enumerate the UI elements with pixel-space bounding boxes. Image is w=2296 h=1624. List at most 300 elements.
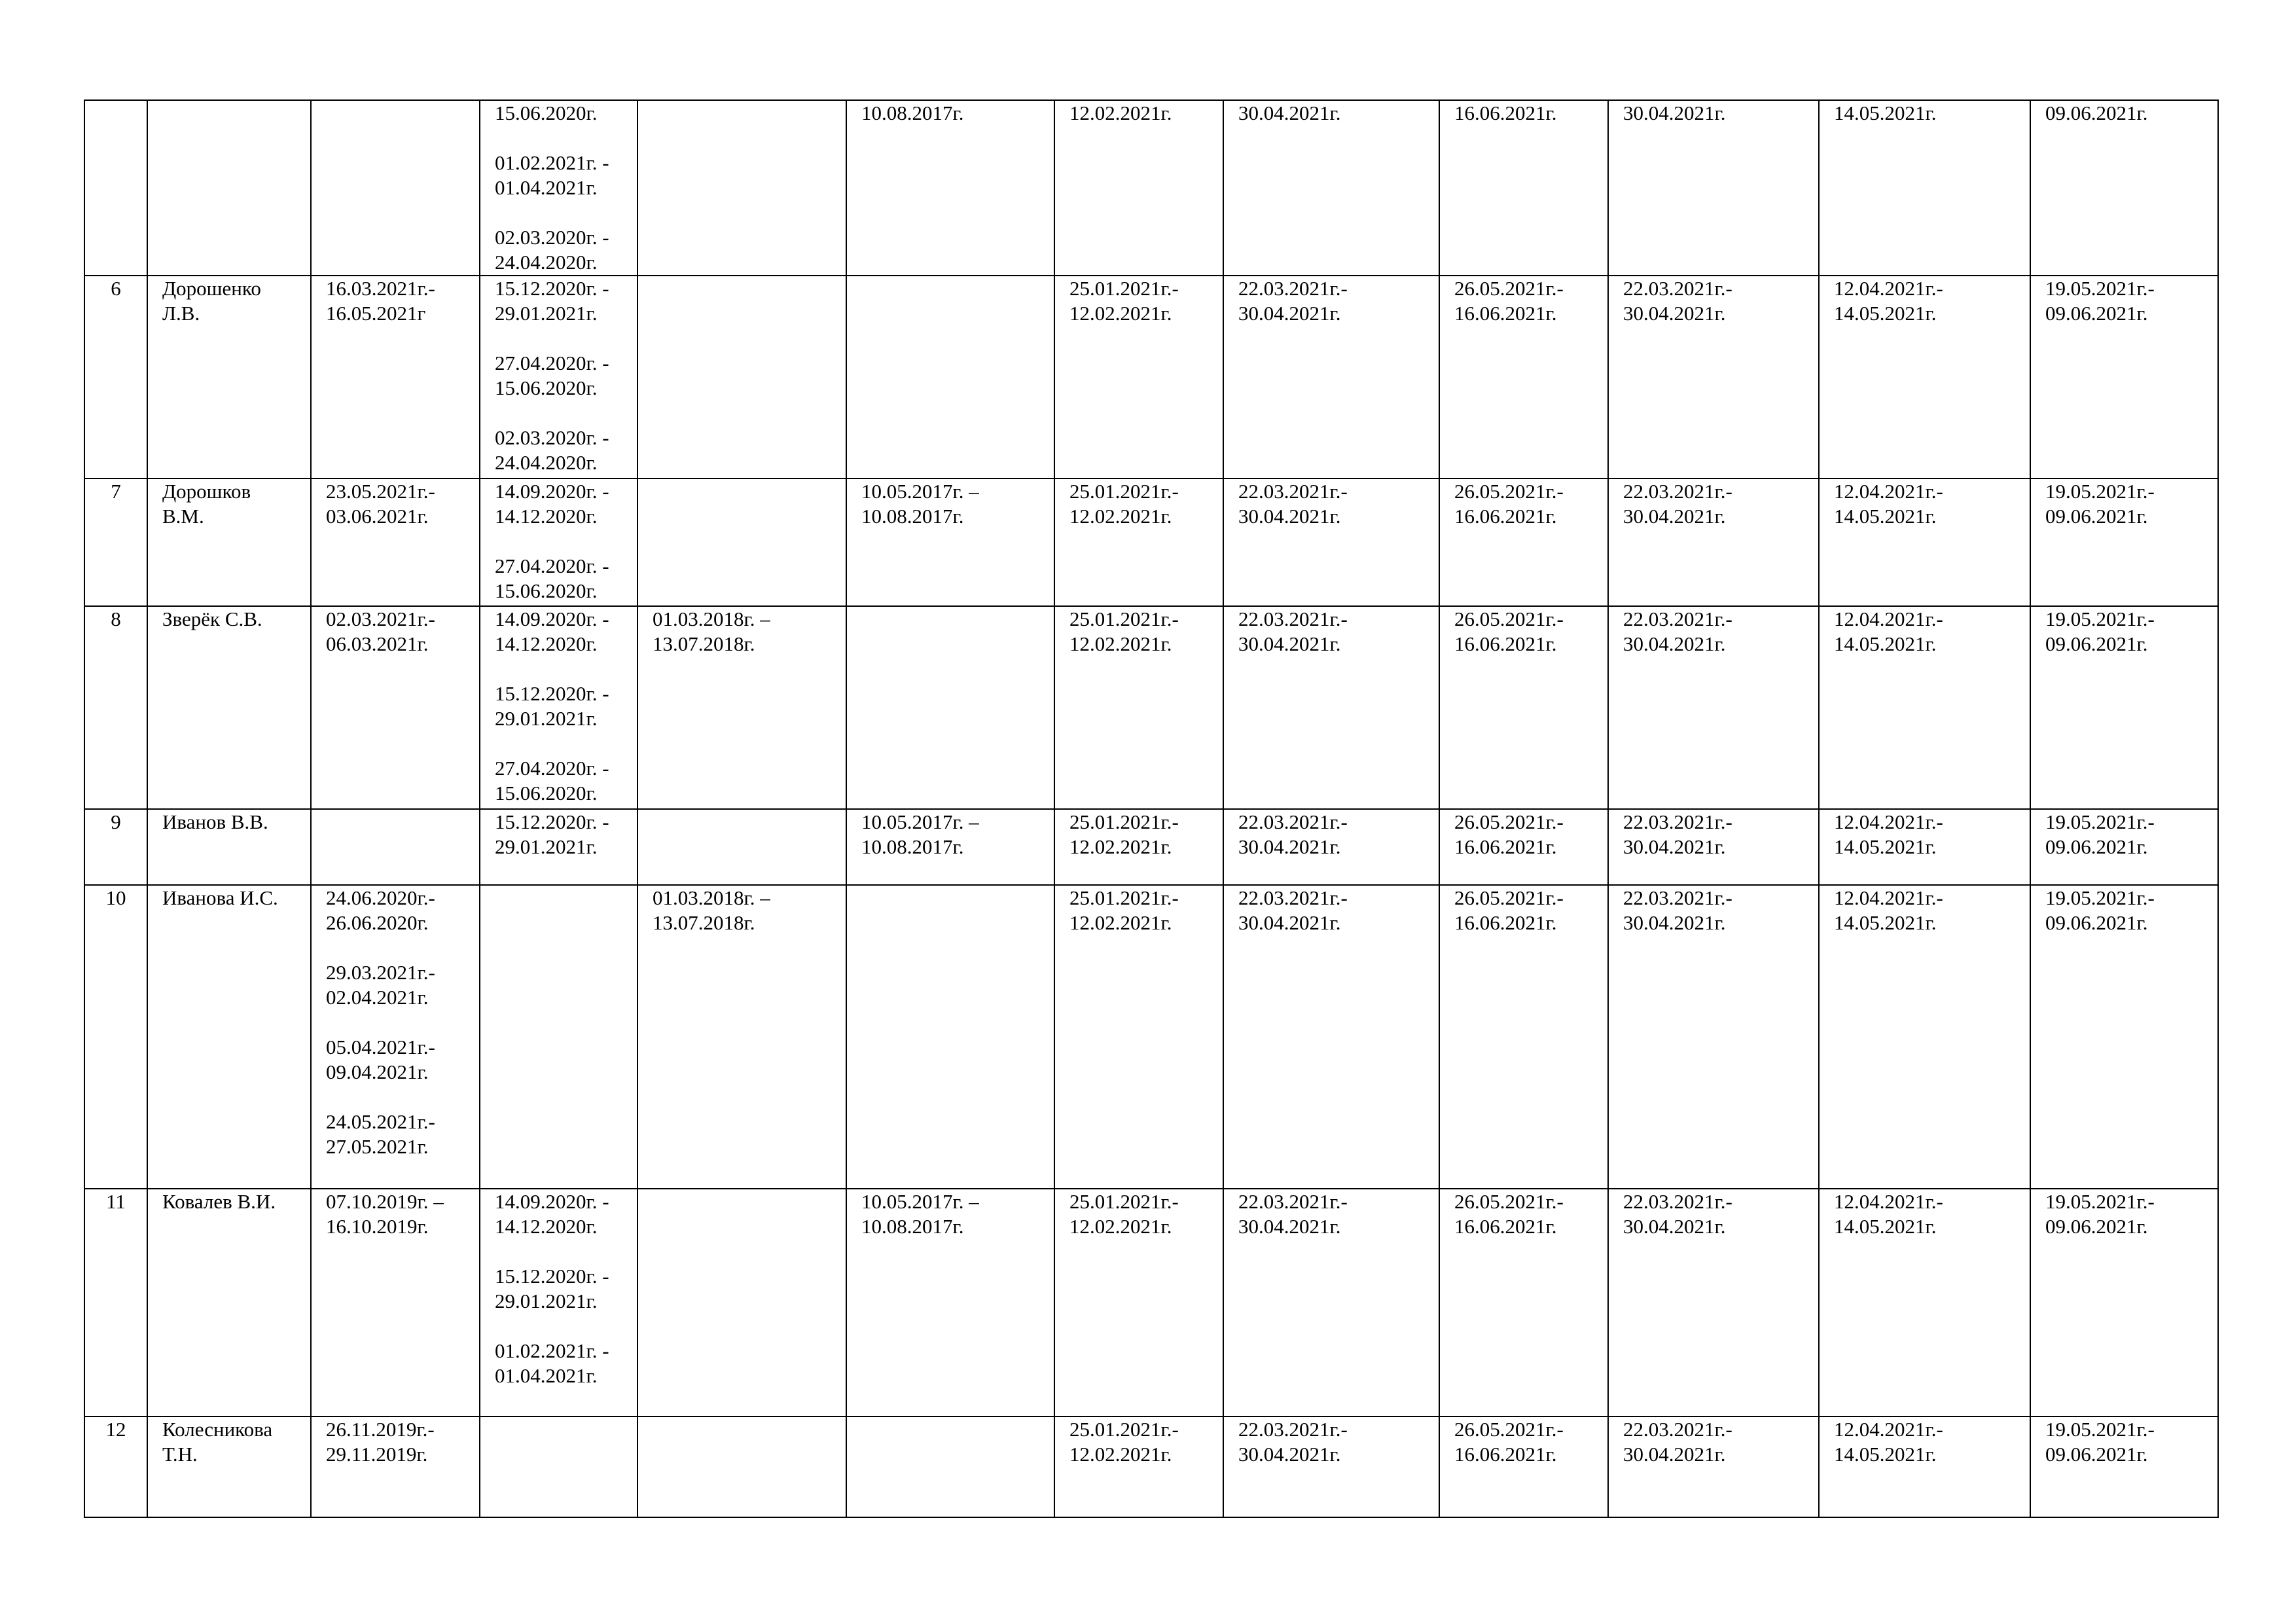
date-text: 14.12.2020г. <box>495 505 598 528</box>
date-range <box>495 276 622 326</box>
date-text: 16.06.2021г. <box>1454 302 1557 325</box>
table-row <box>84 809 2218 885</box>
date-text: 15.12.2020г. - <box>495 1265 609 1288</box>
period-cell-c6 <box>1054 1189 1223 1416</box>
period-cell-c6 <box>1054 885 1223 1189</box>
employee-name-line: Зверёк С.В. <box>162 607 262 630</box>
period-cell-c2 <box>311 606 480 809</box>
date-range <box>495 479 622 529</box>
date-range <box>861 101 1039 126</box>
period-cell-c5 <box>846 606 1054 809</box>
date-text: 25.01.2021г.- <box>1069 607 1179 630</box>
date-range <box>1238 886 1424 935</box>
date-text: 19.05.2021г.- <box>2045 1418 2155 1441</box>
date-range <box>1623 886 1804 935</box>
period-cell-c5 <box>846 1416 1054 1517</box>
date-text: 30.04.2021г. <box>1623 101 1726 124</box>
period-cell-c3 <box>480 478 637 606</box>
date-text: 25.01.2021г.- <box>1069 810 1179 833</box>
period-cell-c7 <box>1223 276 1439 478</box>
date-text: 16.06.2021г. <box>1454 911 1557 934</box>
date-text: 15.06.2020г. <box>495 376 598 399</box>
date-text: 26.05.2021г.- <box>1454 607 1564 630</box>
employee-name-line: Дорошков <box>162 480 251 503</box>
date-range <box>1834 479 2015 529</box>
period-cell-c10 <box>1819 276 2030 478</box>
period-cell-c11 <box>2030 478 2218 606</box>
employee-name-line: В.М. <box>162 505 204 528</box>
date-range <box>1623 479 1804 529</box>
period-cell-c2 <box>311 885 480 1189</box>
date-range <box>1238 101 1424 126</box>
date-range <box>1834 886 2015 935</box>
period-cell-c8 <box>1439 885 1608 1189</box>
date-text: 27.04.2020г. - <box>495 554 609 577</box>
date-text: 14.09.2020г. - <box>495 1190 609 1213</box>
date-text: 25.01.2021г.- <box>1069 277 1179 300</box>
table-row <box>84 276 2218 478</box>
date-range <box>1623 276 1804 326</box>
date-text: 22.03.2021г.- <box>1623 886 1732 909</box>
period-cell-c2 <box>311 809 480 885</box>
period-cell-c3 <box>480 885 637 1189</box>
date-range <box>1834 810 2015 859</box>
date-text: 01.02.2021г. - <box>495 151 609 174</box>
period-cell-c10 <box>1819 809 2030 885</box>
date-text: 06.03.2021г. <box>326 632 429 655</box>
date-text: 30.04.2021г. <box>1238 101 1341 124</box>
period-cell-c11 <box>2030 100 2218 276</box>
period-cell-c2 <box>311 1416 480 1517</box>
row-number-cell <box>84 100 147 276</box>
date-text: 12.02.2021г. <box>1069 1215 1172 1238</box>
date-text: 12.02.2021г. <box>1069 101 1172 124</box>
period-cell-c7 <box>1223 1416 1439 1517</box>
date-text: 24.04.2020г. <box>495 451 598 474</box>
date-range <box>326 1110 465 1159</box>
date-range <box>495 1339 622 1388</box>
period-cell-c9 <box>1608 809 1819 885</box>
date-text: 30.04.2021г. <box>1238 835 1341 858</box>
period-cell-c5 <box>846 276 1054 478</box>
date-range <box>495 607 622 657</box>
period-cell-c5 <box>846 478 1054 606</box>
period-cell-c11 <box>2030 606 2218 809</box>
date-range <box>495 351 622 401</box>
table-row <box>84 100 2218 276</box>
date-range <box>1069 1189 1208 1239</box>
date-range <box>2045 607 2203 657</box>
date-range <box>495 425 622 475</box>
period-cell-c4 <box>637 885 846 1189</box>
date-text: 13.07.2018г. <box>653 632 755 655</box>
date-text: 09.06.2021г. <box>2045 1443 2148 1466</box>
date-text: 22.03.2021г.- <box>1238 810 1348 833</box>
date-range <box>861 810 1039 859</box>
row-number-cell <box>84 606 147 809</box>
date-range <box>1069 276 1208 326</box>
date-range <box>1454 1189 1593 1239</box>
employee-name-line: Т.Н. <box>162 1443 198 1466</box>
date-range <box>1238 810 1424 859</box>
date-text: 14.05.2021г. <box>1834 505 1937 528</box>
employee-name-cell <box>147 478 311 606</box>
employee-name-line: Иванова И.С. <box>162 886 278 909</box>
period-cell-c3 <box>480 100 637 276</box>
employee-name-cell <box>147 1189 311 1416</box>
date-text: 26.05.2021г.- <box>1454 810 1564 833</box>
date-range <box>326 607 465 657</box>
date-text: 22.03.2021г.- <box>1623 810 1732 833</box>
period-cell-c9 <box>1608 276 1819 478</box>
date-range <box>326 1035 465 1085</box>
date-text: 10.08.2017г. <box>861 835 964 858</box>
date-text: 10.08.2017г. <box>861 505 964 528</box>
date-text: 26.05.2021г.- <box>1454 886 1564 909</box>
date-text: 09.06.2021г. <box>2045 835 2148 858</box>
date-range <box>2045 479 2203 529</box>
table-row <box>84 1416 2218 1517</box>
date-range <box>1454 101 1593 126</box>
date-text: 16.03.2021г.- <box>326 277 435 300</box>
period-cell-c3 <box>480 809 637 885</box>
period-cell-c8 <box>1439 1189 1608 1416</box>
date-range <box>1454 607 1593 657</box>
date-text: 22.03.2021г.- <box>1623 480 1732 503</box>
period-cell-c7 <box>1223 478 1439 606</box>
period-cell-c10 <box>1819 1416 2030 1517</box>
date-text: 01.04.2021г. <box>495 176 598 199</box>
date-range <box>495 225 622 275</box>
date-text: 29.11.2019г. <box>326 1443 428 1466</box>
date-range <box>495 554 622 604</box>
date-text: 30.04.2021г. <box>1238 302 1341 325</box>
period-cell-c3 <box>480 606 637 809</box>
period-cell-c4 <box>637 100 846 276</box>
period-cell-c3 <box>480 1189 637 1416</box>
row-number: 7 <box>111 480 121 503</box>
date-text: 23.05.2021г.- <box>326 480 435 503</box>
date-range <box>2045 886 2203 935</box>
date-text: 30.04.2021г. <box>1238 505 1341 528</box>
row-number-cell <box>84 478 147 606</box>
period-cell-c11 <box>2030 1189 2218 1416</box>
date-text: 29.01.2021г. <box>495 302 598 325</box>
date-range <box>1623 607 1804 657</box>
date-text: 22.03.2021г.- <box>1623 277 1732 300</box>
period-cell-c7 <box>1223 809 1439 885</box>
row-number: 8 <box>111 607 121 630</box>
period-cell-c9 <box>1608 100 1819 276</box>
date-text: 26.05.2021г.- <box>1454 1190 1564 1213</box>
date-text: 19.05.2021г.- <box>2045 607 2155 630</box>
date-text: 14.12.2020г. <box>495 632 598 655</box>
date-range <box>495 681 622 731</box>
date-text: 22.03.2021г.- <box>1623 607 1732 630</box>
date-range <box>1834 101 2015 126</box>
table-row <box>84 606 2218 809</box>
date-text: 30.04.2021г. <box>1238 632 1341 655</box>
date-text: 14.05.2021г. <box>1834 911 1937 934</box>
date-text: 12.04.2021г.- <box>1834 886 1943 909</box>
date-range <box>2045 1417 2203 1467</box>
date-range <box>861 479 1039 529</box>
period-cell-c4 <box>637 1416 846 1517</box>
date-range <box>326 886 465 935</box>
date-text: 09.04.2021г. <box>326 1060 429 1083</box>
date-range <box>1238 276 1424 326</box>
period-cell-c10 <box>1819 885 2030 1189</box>
date-text: 29.01.2021г. <box>495 707 598 730</box>
date-text: 12.02.2021г. <box>1069 835 1172 858</box>
date-range <box>326 960 465 1010</box>
date-text: 30.04.2021г. <box>1623 302 1726 325</box>
date-range <box>1454 479 1593 529</box>
date-text: 30.04.2021г. <box>1623 911 1726 934</box>
date-range <box>1069 810 1208 859</box>
date-range <box>1069 479 1208 529</box>
table-body <box>84 100 2218 1517</box>
date-text: 09.06.2021г. <box>2045 101 2148 124</box>
date-text: 30.04.2021г. <box>1623 632 1726 655</box>
date-range <box>1454 276 1593 326</box>
period-cell-c10 <box>1819 478 2030 606</box>
date-text: 22.03.2021г.- <box>1238 1190 1348 1213</box>
date-text: 09.06.2021г. <box>2045 302 2148 325</box>
date-text: 29.03.2021г.- <box>326 961 435 984</box>
period-cell-c5 <box>846 809 1054 885</box>
row-number-cell <box>84 1416 147 1517</box>
date-text: 27.04.2020г. - <box>495 757 609 780</box>
date-text: 14.05.2021г. <box>1834 632 1937 655</box>
employee-name-line: Ковалев В.И. <box>162 1190 276 1213</box>
period-cell-c7 <box>1223 100 1439 276</box>
date-text: 22.03.2021г.- <box>1238 886 1348 909</box>
period-cell-c9 <box>1608 885 1819 1189</box>
date-text: 12.04.2021г.- <box>1834 1418 1943 1441</box>
date-text: 30.04.2021г. <box>1238 911 1341 934</box>
date-text: 26.06.2020г. <box>326 911 429 934</box>
date-range <box>495 756 622 806</box>
date-text: 16.10.2019г. <box>326 1215 429 1238</box>
date-range <box>495 151 622 200</box>
period-cell-c11 <box>2030 809 2218 885</box>
row-number: 11 <box>106 1190 126 1213</box>
date-text: 09.06.2021г. <box>2045 1215 2148 1238</box>
date-text: 27.05.2021г. <box>326 1135 429 1158</box>
date-range <box>326 479 465 529</box>
date-text: 22.03.2021г.- <box>1238 480 1348 503</box>
period-cell-c8 <box>1439 478 1608 606</box>
date-text: 14.05.2021г. <box>1834 302 1937 325</box>
date-text: 14.09.2020г. - <box>495 607 609 630</box>
date-text: 02.04.2021г. <box>326 986 429 1009</box>
employee-name-cell <box>147 885 311 1189</box>
period-cell-c8 <box>1439 809 1608 885</box>
date-text: 19.05.2021г.- <box>2045 886 2155 909</box>
date-text: 10.05.2017г. – <box>861 1190 979 1213</box>
period-cell-c4 <box>637 809 846 885</box>
period-cell-c8 <box>1439 100 1608 276</box>
date-text: 22.03.2021г.- <box>1238 277 1348 300</box>
period-cell-c9 <box>1608 1416 1819 1517</box>
date-text: 19.05.2021г.- <box>2045 810 2155 833</box>
period-cell-c5 <box>846 1189 1054 1416</box>
date-text: 14.05.2021г. <box>1834 1215 1937 1238</box>
date-range <box>1623 810 1804 859</box>
date-text: 13.07.2018г. <box>653 911 755 934</box>
date-text: 19.05.2021г.- <box>2045 480 2155 503</box>
date-text: 15.06.2020г. <box>495 579 598 602</box>
date-range <box>1623 1189 1804 1239</box>
period-cell-c10 <box>1819 1189 2030 1416</box>
date-text: 10.08.2017г. <box>861 1215 964 1238</box>
date-text: 09.06.2021г. <box>2045 632 2148 655</box>
date-text: 05.04.2021г.- <box>326 1036 435 1058</box>
date-text: 12.02.2021г. <box>1069 911 1172 934</box>
training-schedule-table <box>84 99 2219 1518</box>
date-range <box>1834 1189 2015 1239</box>
date-text: 10.05.2017г. – <box>861 480 979 503</box>
date-text: 16.06.2021г. <box>1454 632 1557 655</box>
date-range <box>1454 810 1593 859</box>
date-text: 27.04.2020г. - <box>495 352 609 374</box>
date-range <box>2045 1189 2203 1239</box>
period-cell-c10 <box>1819 100 2030 276</box>
period-cell-c7 <box>1223 885 1439 1189</box>
employee-name-line: Дорошенко <box>162 277 261 300</box>
date-text: 01.02.2021г. - <box>495 1339 609 1362</box>
date-text: 02.03.2020г. - <box>495 426 609 449</box>
date-range <box>861 1189 1039 1239</box>
date-range <box>1454 886 1593 935</box>
date-range <box>1238 607 1424 657</box>
row-number-cell <box>84 885 147 1189</box>
date-text: 12.04.2021г.- <box>1834 277 1943 300</box>
employee-name-cell <box>147 606 311 809</box>
employee-name-line: Колесникова <box>162 1418 273 1441</box>
date-range <box>326 1417 465 1467</box>
period-cell-c8 <box>1439 606 1608 809</box>
date-text: 09.06.2021г. <box>2045 911 2148 934</box>
date-text: 15.06.2020г. <box>495 101 598 124</box>
date-range <box>1623 1417 1804 1467</box>
date-text: 30.04.2021г. <box>1623 1443 1726 1466</box>
period-cell-c4 <box>637 478 846 606</box>
date-text: 10.08.2017г. <box>861 101 964 124</box>
date-text: 15.12.2020г. - <box>495 277 609 300</box>
date-text: 25.01.2021г.- <box>1069 1418 1179 1441</box>
date-text: 25.01.2021г.- <box>1069 480 1179 503</box>
row-number: 12 <box>105 1418 126 1441</box>
date-text: 01.04.2021г. <box>495 1364 598 1387</box>
date-range <box>653 607 831 657</box>
period-cell-c11 <box>2030 1416 2218 1517</box>
date-text: 29.01.2021г. <box>495 835 598 858</box>
table-row <box>84 478 2218 606</box>
period-cell-c2 <box>311 478 480 606</box>
date-range <box>326 1189 465 1239</box>
date-range <box>2045 810 2203 859</box>
table-row <box>84 885 2218 1189</box>
date-text: 29.01.2021г. <box>495 1290 598 1312</box>
date-text: 01.03.2018г. – <box>653 886 770 909</box>
date-text: 01.03.2018г. – <box>653 607 770 630</box>
period-cell-c10 <box>1819 606 2030 809</box>
date-range <box>495 810 622 859</box>
date-text: 10.05.2017г. – <box>861 810 979 833</box>
table-row <box>84 1189 2218 1416</box>
row-number-cell <box>84 809 147 885</box>
period-cell-c8 <box>1439 1416 1608 1517</box>
row-number: 9 <box>111 810 121 833</box>
date-text: 12.04.2021г.- <box>1834 810 1943 833</box>
period-cell-c6 <box>1054 276 1223 478</box>
date-text: 30.04.2021г. <box>1238 1443 1341 1466</box>
date-range <box>2045 276 2203 326</box>
date-text: 12.02.2021г. <box>1069 302 1172 325</box>
date-text: 19.05.2021г.- <box>2045 1190 2155 1213</box>
employee-name-line: Л.В. <box>162 302 200 325</box>
date-text: 14.05.2021г. <box>1834 101 1937 124</box>
date-text: 16.06.2021г. <box>1454 1443 1557 1466</box>
date-range <box>1454 1417 1593 1467</box>
date-text: 22.03.2021г.- <box>1238 1418 1348 1441</box>
period-cell-c6 <box>1054 1416 1223 1517</box>
period-cell-c8 <box>1439 276 1608 478</box>
date-text: 22.03.2021г.- <box>1623 1418 1732 1441</box>
date-range <box>1834 607 2015 657</box>
date-range <box>326 276 465 326</box>
date-range <box>1834 1417 2015 1467</box>
date-text: 16.06.2021г. <box>1454 835 1557 858</box>
employee-name-line: Иванов В.В. <box>162 810 268 833</box>
period-cell-c11 <box>2030 276 2218 478</box>
period-cell-c6 <box>1054 606 1223 809</box>
period-cell-c7 <box>1223 1189 1439 1416</box>
date-text: 26.11.2019г.- <box>326 1418 435 1441</box>
employee-name-cell <box>147 1416 311 1517</box>
date-text: 12.02.2021г. <box>1069 632 1172 655</box>
employee-name-cell <box>147 809 311 885</box>
row-number-cell <box>84 276 147 478</box>
date-text: 03.06.2021г. <box>326 505 429 528</box>
date-text: 30.04.2021г. <box>1238 1215 1341 1238</box>
date-text: 24.04.2020г. <box>495 251 598 274</box>
date-text: 30.04.2021г. <box>1623 1215 1726 1238</box>
row-number-cell <box>84 1189 147 1416</box>
period-cell-c4 <box>637 1189 846 1416</box>
date-text: 26.05.2021г.- <box>1454 1418 1564 1441</box>
date-text: 12.02.2021г. <box>1069 505 1172 528</box>
date-text: 16.06.2021г. <box>1454 505 1557 528</box>
date-range <box>495 1189 622 1239</box>
period-cell-c2 <box>311 1189 480 1416</box>
date-text: 19.05.2021г.- <box>2045 277 2155 300</box>
date-text: 02.03.2020г. - <box>495 226 609 249</box>
period-cell-c4 <box>637 606 846 809</box>
employee-name-cell <box>147 100 311 276</box>
date-text: 25.01.2021г.- <box>1069 1190 1179 1213</box>
date-text: 22.03.2021г.- <box>1238 607 1348 630</box>
date-range <box>2045 101 2203 126</box>
period-cell-c6 <box>1054 100 1223 276</box>
date-text: 30.04.2021г. <box>1623 505 1726 528</box>
date-text: 26.05.2021г.- <box>1454 480 1564 503</box>
date-range <box>1238 479 1424 529</box>
date-text: 14.05.2021г. <box>1834 1443 1937 1466</box>
employee-name-cell <box>147 276 311 478</box>
